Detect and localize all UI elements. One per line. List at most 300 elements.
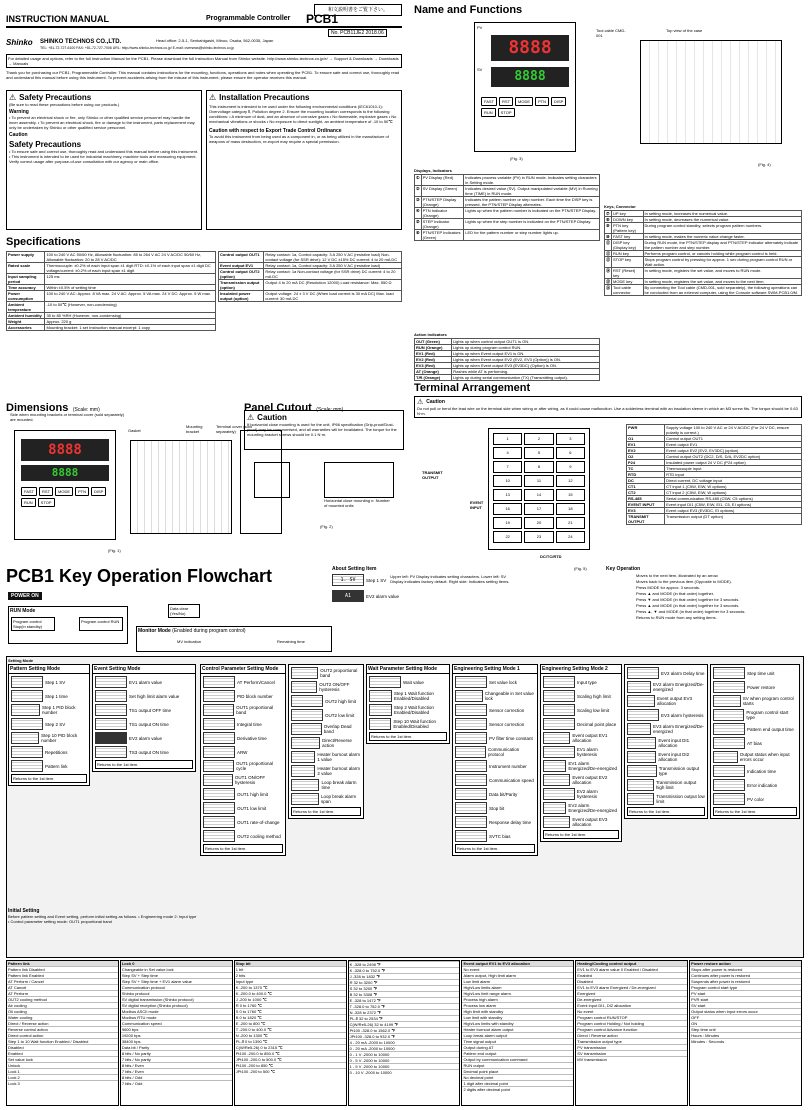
bottom-table-row: Direct / Reverse action bbox=[7, 1020, 118, 1026]
setting-step[interactable] bbox=[543, 760, 619, 772]
company-tel: TEL: +81-72-727-6100 FAX: +81-72-727-7006 URL: http://www.shinko-technos.co.jp/ E-mail: overseas@shinko-technos.co.jp bbox=[40, 46, 235, 50]
key-item-cell: ⑩ bbox=[606, 234, 610, 239]
terminal-item-cell: Event input DI1 (C5W, EIW, EI1, C5, EI options) bbox=[665, 502, 802, 508]
panel-note: Horizontal close mounting n: Number of mounted units bbox=[324, 498, 390, 508]
key-rst-button[interactable]: RST bbox=[499, 97, 513, 106]
setting-step-code-icon bbox=[455, 802, 487, 814]
setting-step[interactable] bbox=[203, 774, 283, 786]
panel-caution-box bbox=[244, 410, 404, 450]
key-item-cell: By connecting the Tool cable (CMD-001, sold separately), the following operations can be conducted from an external computer, using the Console software SWM-PCB1.0/M. bbox=[643, 285, 802, 296]
bottom-table-row: Oil cooling bbox=[7, 1008, 118, 1014]
key-run-button[interactable]: RUN bbox=[21, 498, 36, 507]
setting-step-code-icon bbox=[713, 709, 744, 721]
setting-step-code-icon bbox=[627, 765, 657, 777]
display-item-cell: ④ bbox=[415, 208, 422, 219]
display-item-row bbox=[415, 230, 600, 241]
action-indicator-cell: AT (Orange) bbox=[415, 369, 452, 375]
setting-step-code-icon bbox=[203, 676, 235, 688]
key-ptn-button[interactable]: PTN bbox=[535, 97, 549, 106]
setting-step-label: Input type bbox=[577, 679, 597, 685]
display-item-row bbox=[415, 175, 600, 186]
setting-step-label: EV3 alarm Energized/De-energized bbox=[653, 724, 705, 734]
setting-step-label: Loop break alarm span bbox=[321, 794, 357, 804]
setting-step[interactable] bbox=[543, 732, 619, 744]
setting-step[interactable] bbox=[713, 667, 797, 679]
setting-mode-column bbox=[710, 664, 800, 819]
action-indicator-row bbox=[415, 375, 600, 381]
bottom-table-row: AT Perform bbox=[7, 990, 118, 996]
setting-step[interactable] bbox=[369, 676, 447, 688]
key-item-cell: In setting mode, registers the set value, and moves to RUN mode. bbox=[643, 268, 802, 279]
key-item-cell: UP key bbox=[612, 211, 644, 217]
setting-step-label: OUT1 high limit bbox=[237, 791, 269, 797]
setting-step[interactable] bbox=[95, 676, 193, 688]
setting-step[interactable] bbox=[203, 676, 283, 688]
setting-step[interactable] bbox=[627, 793, 705, 805]
bottom-table-header: Pattern link bbox=[7, 961, 118, 966]
key-disp-button[interactable]: DISP bbox=[551, 97, 566, 106]
bottom-table-row: Transmission output type bbox=[576, 1038, 687, 1044]
key-ptn-button[interactable]: PTN bbox=[75, 487, 89, 496]
spec-row bbox=[7, 302, 216, 313]
setting-step[interactable] bbox=[95, 704, 193, 716]
terminal-screw: 14 bbox=[524, 489, 553, 501]
returns-note: Returns to the 1st item. bbox=[291, 807, 361, 816]
setting-step[interactable] bbox=[11, 732, 87, 744]
bottom-table-row: Enabled bbox=[7, 1050, 118, 1056]
dimensions-note: Side when mounting brackets or terminal cover (sold separately) are mounted. bbox=[10, 412, 125, 422]
bottom-table-row: ON bbox=[690, 1020, 801, 1026]
program-stop-box: Program control Stop(in standby) bbox=[11, 617, 55, 631]
setting-step-code-icon bbox=[455, 690, 483, 702]
setting-step[interactable] bbox=[291, 765, 361, 777]
setting-step[interactable] bbox=[369, 718, 447, 730]
front-panel-drawing bbox=[474, 22, 576, 152]
setting-step[interactable] bbox=[543, 774, 619, 786]
key-stop-button[interactable]: STOP bbox=[498, 108, 515, 117]
install-text: This instrument is intended to be used under the following environmental conditions (IEC61010-1): Overvoltage category Ⅱ, Pollution degree 2. Ensure the mounting location corresponds to the following conditions: • A minimum of dust, and an absence of corrosive gases • No flammable, explosive gases • No mechanical vibrations or shocks • No exposure to direct sunlight, an ambient temperature of -10 to 50℃ bbox=[209, 104, 397, 124]
setting-step[interactable] bbox=[455, 774, 535, 786]
setting-step[interactable] bbox=[11, 746, 87, 758]
terminal-screw: 11 bbox=[524, 475, 553, 487]
setting-step-code-icon bbox=[543, 760, 566, 772]
terminal-item-cell: DC bbox=[627, 478, 665, 484]
setting-step-label: Indication time bbox=[747, 768, 777, 774]
setting-step[interactable] bbox=[713, 709, 797, 721]
display-item-cell: ② bbox=[415, 186, 422, 197]
bottom-table-row: Continues after power is restored bbox=[690, 972, 801, 978]
bottom-table-row: R 32 to 3200 ℉ bbox=[349, 979, 460, 985]
spec-output-cell: Control output OUT2 (option) bbox=[219, 269, 264, 280]
spec-cell: Ambient temperature bbox=[7, 302, 45, 313]
setting-step[interactable] bbox=[543, 676, 619, 688]
setting-step-label: Event input DI1 allocation bbox=[658, 738, 690, 748]
setting-step[interactable] bbox=[291, 779, 361, 791]
setting-step-code-icon bbox=[543, 774, 570, 786]
setting-step[interactable] bbox=[713, 779, 797, 791]
bottom-table-row: 4 - 20 mA -2000 to 10000 bbox=[349, 1039, 460, 1045]
setting-step[interactable] bbox=[11, 690, 87, 702]
setting-step[interactable] bbox=[369, 690, 447, 702]
bottom-table-header: Stop bit bbox=[235, 961, 346, 966]
bottom-table-row: E -328 to 1472 ℉ bbox=[349, 997, 460, 1003]
product-label: Programmable Controller bbox=[206, 15, 291, 22]
setting-step[interactable] bbox=[455, 830, 535, 842]
setting-step-label: OUT1 low limit bbox=[237, 805, 267, 811]
setting-step[interactable] bbox=[203, 690, 283, 702]
setting-step[interactable] bbox=[369, 704, 447, 716]
export-caution-text: To avoid this instrument from being used as a component in, or as being utilized in the manufacture of weapons of mass destruction, re-export may require a special permission. bbox=[209, 134, 389, 144]
bottom-table-row: Output status when input errors occur bbox=[690, 1008, 801, 1014]
setting-step[interactable] bbox=[11, 676, 87, 688]
bracket-label: Mounting bracket bbox=[186, 424, 203, 434]
setting-step-code-icon bbox=[627, 793, 654, 805]
action-indicator-cell: EV2 (Red) bbox=[415, 357, 452, 363]
terminal-screw: 3 bbox=[556, 433, 585, 445]
setting-step-code-icon bbox=[11, 732, 39, 744]
setting-step[interactable] bbox=[203, 802, 283, 814]
bottom-table-row: S 0 to 1760 ℃ bbox=[235, 1008, 346, 1014]
setting-step[interactable] bbox=[291, 681, 361, 693]
setting-step-label: Scaling high limit bbox=[577, 693, 611, 699]
setting-step[interactable] bbox=[627, 751, 705, 763]
setting-step[interactable] bbox=[455, 718, 535, 730]
setting-step-label: OUT2 proportional band bbox=[320, 668, 358, 678]
setting-step[interactable] bbox=[543, 746, 619, 758]
setting-step-code-icon bbox=[203, 690, 235, 702]
key-item-cell: ⑦ bbox=[606, 211, 610, 216]
setting-step[interactable] bbox=[455, 690, 535, 702]
setting-step-code-icon bbox=[95, 690, 127, 702]
setting-step-code-icon bbox=[369, 704, 392, 716]
bottom-table-row: EV1 to EV3 alarm Energized / De-energized bbox=[576, 984, 687, 990]
key-item-cell: ⑪ bbox=[605, 240, 612, 251]
setting-step-code-icon bbox=[713, 723, 745, 735]
setting-step[interactable] bbox=[203, 732, 283, 744]
cutout-drawing-2 bbox=[324, 462, 394, 498]
key-fast-button[interactable]: FAST bbox=[481, 97, 497, 106]
key-rst-button[interactable]: RST bbox=[39, 487, 53, 496]
bottom-table-row: 19200 bps bbox=[121, 1032, 232, 1038]
specs-title: Specifications bbox=[6, 236, 81, 248]
bottom-table-row: No event bbox=[576, 1008, 687, 1014]
key-operation bbox=[606, 566, 802, 621]
setting-step[interactable] bbox=[455, 746, 535, 758]
setting-step-label: Instrument number bbox=[489, 763, 527, 769]
about-step-label: Step 1 SV bbox=[366, 577, 387, 583]
setting-step-label: Overlap Dead band bbox=[323, 724, 352, 734]
setting-step[interactable] bbox=[291, 667, 361, 679]
setting-step[interactable] bbox=[203, 830, 283, 842]
setting-step[interactable] bbox=[95, 718, 193, 730]
setting-step-code-icon bbox=[713, 695, 741, 707]
setting-step[interactable] bbox=[11, 704, 87, 716]
bottom-table-row: MV transmission bbox=[576, 1056, 687, 1062]
download-note: For detailed usage and options, refer to the full Instruction Manual for the PCB1. Please download the full Instruction Manual from Shinko website. http://www.shinko-technos.co.jp/e/ → Support & Downloads → Downloads → Manuals bbox=[6, 54, 402, 68]
setting-mode-column bbox=[624, 664, 708, 819]
setting-step[interactable] bbox=[627, 765, 705, 777]
key-item-cell: PTN key (Pattern key) bbox=[612, 223, 644, 234]
setting-step[interactable] bbox=[713, 765, 797, 777]
setting-step-code-icon bbox=[11, 704, 40, 716]
initial-text: Before pattern setting and Event setting, perform initial setting as follows. • Engineering mode 2: Input type • Control parameter setting mode: OUT1 proportional band bbox=[8, 914, 197, 924]
bottom-table-row: Air cooling bbox=[7, 1002, 118, 1008]
bottom-table-row: Step 1 to 10 Wait function Enabled / Disabled bbox=[7, 1038, 118, 1044]
key-item-cell: ⑨ bbox=[605, 223, 612, 234]
bottom-tables bbox=[6, 960, 802, 1106]
spec-output-row bbox=[219, 280, 402, 291]
bottom-table-row: Pt100 -200.0 to 850.0 ℃ bbox=[235, 1050, 346, 1056]
setting-step-code-icon bbox=[291, 737, 320, 749]
setting-step[interactable] bbox=[713, 695, 797, 707]
gasket-label: Gasket bbox=[128, 428, 141, 433]
spec-cell: Power supply bbox=[7, 252, 45, 263]
setting-mode-column-title: Control Parameter Setting Mode bbox=[201, 665, 285, 674]
setting-step-code-icon bbox=[203, 732, 235, 744]
action-indicator-cell: Lights up when Event output EV2 (EV2, EV3 (Option)) is ON. bbox=[451, 357, 599, 363]
actions-header: Action indicators bbox=[414, 332, 447, 337]
setting-step-code-icon bbox=[543, 746, 575, 758]
action-indicator-cell: EV1 (Red) bbox=[415, 351, 452, 357]
bottom-table-column bbox=[575, 960, 688, 1106]
bottom-table-row: S 32 to 3200 ℉ bbox=[349, 985, 460, 991]
bottom-table-column bbox=[348, 960, 461, 1106]
spec-cell: Time accuracy bbox=[7, 285, 45, 291]
setting-step[interactable] bbox=[627, 779, 705, 791]
setting-step[interactable] bbox=[95, 746, 193, 758]
setting-step[interactable] bbox=[627, 737, 705, 749]
bottom-table-row: Minutes : Seconds bbox=[690, 1038, 801, 1044]
terminal-item-cell: Control output OUT2 (DC2, D/S, D/A, EV2DC option) bbox=[665, 454, 802, 460]
setting-step[interactable] bbox=[713, 681, 797, 693]
bottom-table-row: Program control Holding / Not holding bbox=[576, 1020, 687, 1026]
setting-step-code-icon bbox=[627, 723, 651, 735]
key-item-row bbox=[605, 285, 802, 296]
spec-output-row bbox=[219, 291, 402, 302]
bottom-table-row: Program control Advance function bbox=[576, 1026, 687, 1032]
setting-mode-column-title: Event Setting Mode bbox=[93, 665, 195, 674]
bottom-table-row: Pattern end output bbox=[462, 1050, 573, 1056]
bottom-table-row: Pattern link Disabled bbox=[7, 966, 118, 972]
key-item-cell: Stops program control by pressing for approx. 1 sec during program control RUN or Wait action. bbox=[643, 257, 802, 268]
bottom-table-row: 2 digits after decimal point bbox=[462, 1086, 573, 1092]
setting-step[interactable] bbox=[11, 718, 87, 730]
display-item-cell: Indicates the pattern number or step number. Each time the DISP key is pressed, the PTN/STEP Display alternates. bbox=[464, 197, 600, 208]
setting-step[interactable] bbox=[203, 704, 283, 716]
about-text: Upper left: PV Display indicates setting characters. Lower left: SV Display indicates factory default. Right side: Indicates setting items. bbox=[390, 574, 510, 584]
setting-step-label: EV3 alarm hysteresis bbox=[661, 712, 704, 718]
display-item-cell: ③ bbox=[415, 197, 422, 208]
bottom-table-header: Lock 0 bbox=[121, 961, 232, 966]
warning-triangle-icon: ⚠ bbox=[9, 93, 17, 102]
action-indicator-cell: Lights up when Event output EV1 is ON. bbox=[451, 351, 599, 357]
setting-mode-column bbox=[366, 664, 450, 744]
bottom-table-row: Direct / Reverse action bbox=[576, 1032, 687, 1038]
setting-step[interactable] bbox=[543, 704, 619, 716]
bottom-table-row: C(W/Re5-26) 0 to 2315 ℃ bbox=[235, 1044, 346, 1050]
bottom-table-row: OFF bbox=[690, 1014, 801, 1020]
setting-step-label: Loop break alarm time bbox=[321, 780, 357, 790]
bottom-table-row: 1 bit bbox=[235, 966, 346, 972]
bottom-table-row: 8 bits / Odd bbox=[121, 1074, 232, 1080]
setting-step-code-icon bbox=[713, 779, 745, 791]
bottom-table-row: No decimal point bbox=[462, 1074, 573, 1080]
action-indicator-cell: Lights up when control output OUT1 is ON. bbox=[451, 339, 599, 345]
company-logo: Shinko bbox=[6, 38, 33, 47]
setting-step[interactable] bbox=[291, 723, 361, 735]
setting-step[interactable] bbox=[713, 751, 797, 763]
setting-step[interactable] bbox=[291, 709, 361, 721]
setting-step-label: Data bit/Parity bbox=[489, 791, 518, 797]
setting-step-label: Communication speed bbox=[489, 777, 534, 783]
setting-step[interactable] bbox=[543, 788, 619, 800]
initial-setting bbox=[8, 908, 198, 924]
returns-note: Returns to the 1st item. bbox=[203, 844, 283, 853]
terminal-item-cell: EVENT INPUT bbox=[627, 502, 665, 508]
setting-step-label: Stop bit bbox=[489, 805, 505, 811]
display-item-cell: Indicates process variable (PV) in RUN mode. Indicates setting characters in Setting mode. bbox=[464, 175, 600, 186]
bottom-table-row: High limit with standby bbox=[462, 1008, 573, 1014]
setting-step[interactable] bbox=[291, 695, 361, 707]
setting-step[interactable] bbox=[627, 681, 705, 693]
bottom-table-row: AT Cancel bbox=[7, 984, 118, 990]
setting-step[interactable] bbox=[203, 746, 283, 758]
setting-step-code-icon bbox=[291, 793, 319, 805]
setting-step[interactable] bbox=[455, 732, 535, 744]
setting-step[interactable] bbox=[543, 718, 619, 730]
run-mode-box bbox=[8, 606, 128, 644]
setting-step-label: Error indication bbox=[747, 782, 778, 788]
safety-note: (Be sure to read these precautions before using our products.) bbox=[9, 102, 120, 107]
setting-step-label: Communication protocol bbox=[488, 747, 520, 757]
setting-step-code-icon bbox=[203, 704, 234, 716]
terminal-title: Terminal Arrangement bbox=[414, 382, 531, 394]
setting-step-code-icon bbox=[291, 667, 318, 679]
setting-step-code-icon bbox=[543, 732, 570, 744]
setting-step[interactable] bbox=[291, 751, 361, 763]
setting-step[interactable] bbox=[627, 667, 705, 679]
spec-output-cell: Output 4 to 20 mA DC (Resolution 12000) Load resistance: Max. 550 Ω bbox=[264, 280, 402, 291]
setting-step-code-icon bbox=[369, 718, 391, 730]
action-indicator-cell: OUT (Green) bbox=[415, 339, 452, 345]
setting-step[interactable] bbox=[203, 760, 283, 772]
setting-step[interactable] bbox=[713, 793, 797, 805]
setting-step[interactable] bbox=[455, 788, 535, 800]
setting-step[interactable] bbox=[291, 793, 361, 805]
setting-step[interactable] bbox=[627, 723, 705, 735]
key-item-cell: ⑭ bbox=[605, 268, 612, 279]
setting-step[interactable] bbox=[11, 760, 87, 772]
terminal-item-cell: EV1 bbox=[627, 442, 665, 448]
setting-mode-column bbox=[540, 664, 622, 842]
bottom-table-row: 0 - 5 V -2000 to 10000 bbox=[349, 1057, 460, 1063]
key-fast-button[interactable]: FAST bbox=[21, 487, 37, 496]
setting-step[interactable] bbox=[713, 723, 797, 735]
setting-step-label: Transmission output high limit bbox=[655, 780, 697, 790]
spec-cell: Within ±0.5% of setting time bbox=[45, 285, 216, 291]
spec-cell: Ambient humidity bbox=[7, 313, 45, 319]
key-op-item: Press MODE for approx. 3 seconds. bbox=[636, 585, 701, 590]
bottom-table-row: K -200.0 to 400.0 ℃ bbox=[235, 990, 346, 996]
setting-step-label: Event input DI2 allocation bbox=[658, 752, 690, 762]
key-run-button[interactable]: RUN bbox=[481, 108, 496, 117]
setting-step-code-icon bbox=[713, 751, 738, 763]
actions-table bbox=[414, 338, 600, 381]
terminal-item-cell: O2 bbox=[627, 454, 665, 460]
terminal-screw: 17 bbox=[524, 503, 553, 515]
setting-step[interactable] bbox=[203, 816, 283, 828]
setting-step-label: OUT2 cooling method bbox=[237, 833, 281, 839]
bottom-table-row: Pt100 -328.0 to 1562.0 ℉ bbox=[349, 1027, 460, 1033]
setting-step[interactable] bbox=[627, 709, 705, 721]
setting-step[interactable] bbox=[203, 718, 283, 730]
key-disp-button[interactable]: DISP bbox=[91, 487, 106, 496]
spec-cell: -10 to 50℃ (However, non-condensing) bbox=[45, 302, 216, 313]
bottom-table-row: C(W/Re5-26) 32 to 4199 ℉ bbox=[349, 1021, 460, 1027]
keys-header: Keys, Connector bbox=[604, 204, 636, 209]
spec-row bbox=[7, 291, 216, 302]
key-mode-button[interactable]: MODE bbox=[515, 97, 533, 106]
setting-step[interactable] bbox=[543, 816, 619, 828]
action-indicator-cell: Lights up when Event output EV3 (EV3DC) (Option) is ON. bbox=[451, 363, 599, 369]
key-mode-button[interactable]: MODE bbox=[55, 487, 73, 496]
terminal-screw: 7 bbox=[493, 461, 522, 473]
setting-step-label: OUT1 ON/OFF hysteresis bbox=[234, 775, 266, 785]
setting-step[interactable] bbox=[455, 704, 535, 716]
spec-row bbox=[7, 263, 216, 274]
key-op-item: Moves back to the previous item (Opposite to MODE). bbox=[636, 579, 732, 584]
setting-step[interactable] bbox=[543, 802, 619, 814]
flowchart-title: PCB1 Key Operation Flowchart bbox=[6, 566, 273, 586]
setting-step[interactable] bbox=[203, 788, 283, 800]
intro-text: Thank you for purchasing our PCB1, Programmable Controller. This manual contains instructions for the mounting, functions, operations and notes when operating the PCB1. To ensure safe and correct use, thoroughly read and understand this manual before using this instrument. To prevent accidents arising from the misuse of this instrument, please ensure the operator receives this manual. bbox=[6, 70, 400, 80]
bottom-table-row: Event input DI1, DI2 allocation bbox=[576, 1002, 687, 1008]
setting-mode-column bbox=[452, 664, 538, 856]
terminal-item-cell: TC bbox=[627, 466, 665, 472]
fig1-caption: (Fig. 1) bbox=[108, 548, 121, 553]
spec-cell: Rated scale bbox=[7, 263, 45, 274]
terminal-screw: 6 bbox=[556, 447, 585, 459]
key-stop-button[interactable]: STOP bbox=[38, 498, 55, 507]
monitor-mode-label: Monitor Mode bbox=[138, 628, 171, 634]
setting-step[interactable] bbox=[95, 732, 193, 744]
setting-step[interactable] bbox=[455, 816, 535, 828]
setting-step[interactable] bbox=[455, 802, 535, 814]
bottom-table-row: Output by communication command bbox=[462, 1056, 573, 1062]
setting-step[interactable] bbox=[455, 760, 535, 772]
setting-step-code-icon bbox=[11, 718, 43, 730]
setting-step-label: Repetitions bbox=[45, 749, 68, 755]
key-item-cell: RUN key bbox=[612, 251, 644, 257]
spec-output-cell: Transmission output (option) bbox=[219, 280, 264, 291]
setting-step[interactable] bbox=[95, 690, 193, 702]
setting-step[interactable] bbox=[543, 690, 619, 702]
bottom-table-row: PL-Ⅱ 32 to 2534 ℉ bbox=[349, 1015, 460, 1021]
setting-step[interactable] bbox=[713, 737, 797, 749]
bottom-table-row: No event bbox=[462, 966, 573, 972]
terminal-item-cell: CT input 2 (C5W, EIW, W options) bbox=[665, 490, 802, 496]
setting-step-label: Response delay time bbox=[489, 819, 532, 825]
setting-step-code-icon bbox=[455, 718, 487, 730]
setting-step-label: OUT1 rate-of-change bbox=[237, 819, 280, 825]
setting-step[interactable] bbox=[627, 695, 705, 707]
spec-cell: Thermocouple: ±0.2% of each input span ±1 digit RTD: ±0.1% of each input span ±1 digit DC voltage/current: ±0.2% of each input span ±1 digit bbox=[45, 263, 216, 274]
setting-step[interactable] bbox=[455, 676, 535, 688]
setting-step[interactable] bbox=[291, 737, 361, 749]
setting-step-label: Pattern link bbox=[45, 763, 68, 769]
terminal-item-cell: RTD bbox=[627, 472, 665, 478]
key-item-cell: DOWN key bbox=[612, 217, 644, 223]
